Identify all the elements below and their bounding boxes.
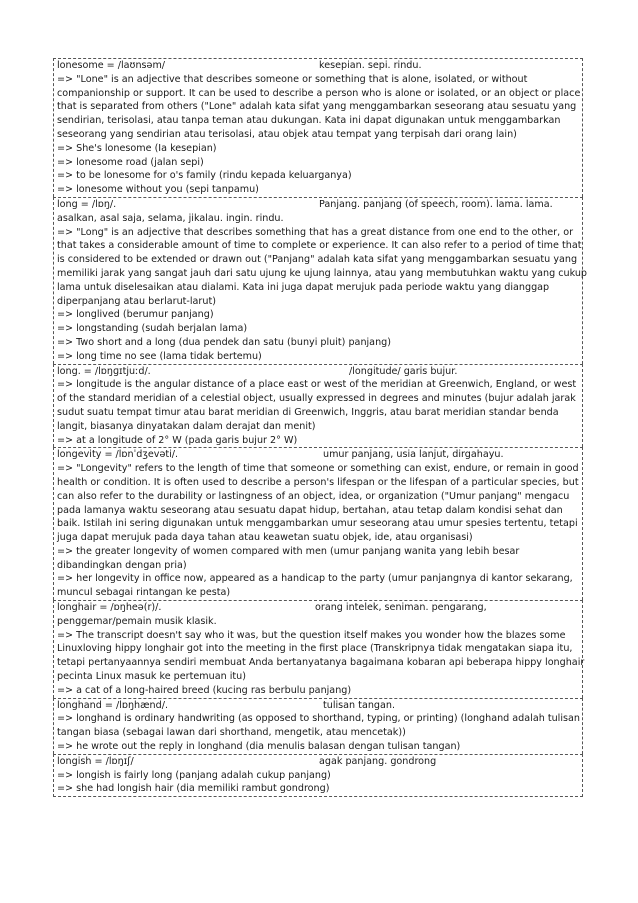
entry-line-bullet: => longish is fairly long (panjang adalah cukup panjang) bbox=[57, 769, 331, 781]
entry-line-bullet: => lonesome without you (sepi tanpamu) bbox=[57, 184, 259, 196]
entry-line: tangan biasa (sebagai lawan dari shorthand, mengetik, atau mencetak)) bbox=[57, 727, 406, 739]
entry-line: baik. Istilah ini sering digunakan untuk menggambarkan umur seseorang atau umur spesies tertentu, tetapi bbox=[57, 518, 578, 530]
entry-translation: kesepian. sepi. rindu. bbox=[319, 60, 422, 71]
entry-header bbox=[57, 365, 580, 379]
entry-translation: orang intelek, seniman. pengarang, bbox=[315, 602, 487, 614]
entry-line: juga dapat merujuk pada daya tahan atau keawetan suatu objek, ide, atau organisasi) bbox=[57, 532, 473, 544]
entry-translation: umur panjang, usia lanjut, dirgahayu. bbox=[323, 449, 504, 461]
entry-line-bullet: => longlived (berumur panjang) bbox=[57, 309, 214, 321]
entry-line: lama untuk diselesaikan atau dialami. Kata ini juga dapat merujuk pada periode waktu yang dianggap bbox=[57, 281, 550, 293]
entry-line: of the standard meridian of a celestial object, usually expressed in degrees and minutes (bujur adalah jarak bbox=[57, 393, 576, 405]
entry-line: is considered to be extended or drawn out ("Panjang" adalah kata sifat yang menggambarkan sesuatu yang bbox=[57, 254, 578, 266]
entry-translation: agak panjang. gondrong bbox=[319, 755, 437, 767]
entry-line-bullet: => she had longish hair (dia memiliki rambut gondrong) bbox=[57, 783, 330, 795]
entry-translation: Panjang. panjang (of speech, room). lama. lama. bbox=[319, 198, 553, 210]
entry-line: pecinta Linux masuk ke pertemuan itu) bbox=[57, 671, 246, 683]
entry-line-bullet: => to be lonesome for o's family (rindu kepada keluarganya) bbox=[57, 170, 352, 182]
entry-line-bullet: => lonesome road (jalan sepi) bbox=[57, 156, 204, 168]
entry-line-bullet: => at a longitude of 2° W (pada garis bujur 2° W) bbox=[57, 434, 298, 446]
entry-line-bullet: => longhand is ordinary handwriting (as opposed to shorthand, typing, or printing) (longhand adalah tulisan bbox=[57, 713, 580, 725]
entry-line: penggemar/pemain musik klasik. bbox=[57, 615, 217, 627]
entry-line-bullet: => he wrote out the reply in longhand (dia menulis balasan dengan tulisan tangan) bbox=[57, 741, 461, 753]
entry-line: companionship or support. It can be used to describe a person who is alone or isolated, or an object or place bbox=[57, 87, 581, 99]
entry-line-bullet: => Two short and a long (dua pendek dan satu (bunyi pluit) panjang) bbox=[57, 336, 391, 348]
entry-translation: tulisan tangan. bbox=[323, 699, 395, 711]
entry-line: tetapi pertanyaannya sendiri membuat Anda bertanyatanya bagaimana kobaran api beberapa hippy longhair bbox=[57, 657, 585, 669]
dictionary-entry bbox=[53, 698, 583, 754]
entry-line-bullet: => "Longevity" refers to the length of time that someone or something can exist, endure, or remain in good bbox=[57, 463, 579, 475]
entry-line: sudut suatu tempat timur atau barat meridian di Greenwich, Inggris, atau barat meridian standar benda bbox=[57, 406, 559, 418]
dictionary-entry bbox=[53, 364, 583, 448]
entry-header bbox=[57, 59, 580, 73]
entry-line-bullet: => "Lone" is an adjective that describes someone or something that is alone, isolated, or without bbox=[57, 73, 528, 85]
dictionary-entry bbox=[53, 58, 583, 197]
entry-line-bullet: => The transcript doesn't say who it was, but the question itself makes you wonder how the blazes some bbox=[57, 629, 566, 641]
entry-line: can also refer to the durability or lastingness of an object, idea, or organization ("Umur panjang" mengacu bbox=[57, 490, 570, 502]
entry-header bbox=[57, 699, 580, 713]
entry-line-bullet: => a cat of a long-haired breed (kucing ras berbulu panjang) bbox=[57, 684, 352, 696]
dictionary-entry bbox=[53, 447, 583, 600]
entry-line: muncul sebagai rintangan ke pesta) bbox=[57, 587, 231, 599]
entry-line-bullet: => longstanding (sudah berjalan lama) bbox=[57, 323, 248, 335]
entry-header bbox=[57, 198, 580, 212]
entry-line-bullet: => her longevity in office now, appeared as a handicap to the party (umur panjangnya di kantor sekarang, bbox=[57, 573, 573, 585]
entry-line: memiliki jarak yang sangat jauh dari satu ujung ke ujung lainnya, atau yang membutuhkan waktu yang cukup bbox=[57, 267, 588, 279]
entry-line-bullet: => She's lonesome (Ia kesepian) bbox=[57, 142, 217, 154]
entry-term: longish = /lɒŋɪʃ/ bbox=[57, 755, 134, 767]
entry-header bbox=[57, 601, 580, 615]
entry-line: pada lamanya waktu seseorang atau sesuatu dapat hidup, bertahan, atau tetap dalam kondisi sehat dan bbox=[57, 504, 563, 516]
entry-term: longhair = /ɒŋheə(r)/. bbox=[57, 602, 162, 614]
entry-line: that is separated from others ("Lone" adalah kata sifat yang menggambarkan seseorang atau sesuatu yang bbox=[57, 101, 577, 113]
entry-term: lonesome = /laʊnsəm/ bbox=[57, 60, 166, 71]
dictionary-entry bbox=[53, 754, 583, 797]
entry-line: health or condition. It is often used to describe a person's lifespan or the lifespan of a particular species, but bbox=[57, 476, 579, 488]
entry-line: langit, biasanya dinyatakan dalam derajat dan menit) bbox=[57, 420, 316, 432]
dictionary-entry bbox=[53, 600, 583, 698]
entry-header bbox=[57, 448, 580, 462]
entry-term: longevity = /lɒnˈdʒevəti/. bbox=[57, 449, 179, 461]
entry-term: long. = /lɒŋɡɪtjuːd/. bbox=[57, 365, 151, 377]
entry-line-bullet: => long time no see (lama tidak bertemu) bbox=[57, 350, 262, 362]
entry-line: seseorang yang sendirian atau terisolasi, atau objek atau tempat yang terpisah dari orang lain) bbox=[57, 128, 517, 140]
entry-line-bullet: => "Long" is an adjective that describes something that has a great distance from one end to the other, or bbox=[57, 226, 574, 238]
entry-line-bullet: => the greater longevity of women compared with men (umur panjang wanita yang lebih besar bbox=[57, 545, 520, 557]
entry-line: diperpanjang atau berlarut-larut) bbox=[57, 295, 216, 307]
dictionary-entry bbox=[53, 197, 588, 364]
entry-line: that takes a considerable amount of time to complete or experience. It can also refer to a period of time that bbox=[57, 240, 582, 252]
dictionary-page bbox=[53, 58, 588, 797]
entry-term: longhand = /lɒŋhænd/. bbox=[57, 699, 168, 711]
entry-translation: /longitude/ garis bujur. bbox=[349, 365, 458, 377]
entry-line: asalkan, asal saja, selama, jikalau. ingin. rindu. bbox=[57, 212, 284, 224]
entry-line: Linuxloving hippy longhair got into the meeting in the first place (Transkripnya tidak mengatakan siapa itu, bbox=[57, 643, 573, 655]
entry-term: long = /lɒŋ/. bbox=[57, 198, 117, 210]
entry-header bbox=[57, 755, 580, 769]
entry-line: sendirian, terisolasi, atau tanpa teman atau dukungan. Kata ini dapat digunakan untuk menggambarkan bbox=[57, 115, 561, 127]
entry-line: dibandingkan dengan pria) bbox=[57, 559, 187, 571]
entry-line-bullet: => longitude is the angular distance of a place east or west of the meridian at Greenwich, England, or west bbox=[57, 379, 577, 391]
